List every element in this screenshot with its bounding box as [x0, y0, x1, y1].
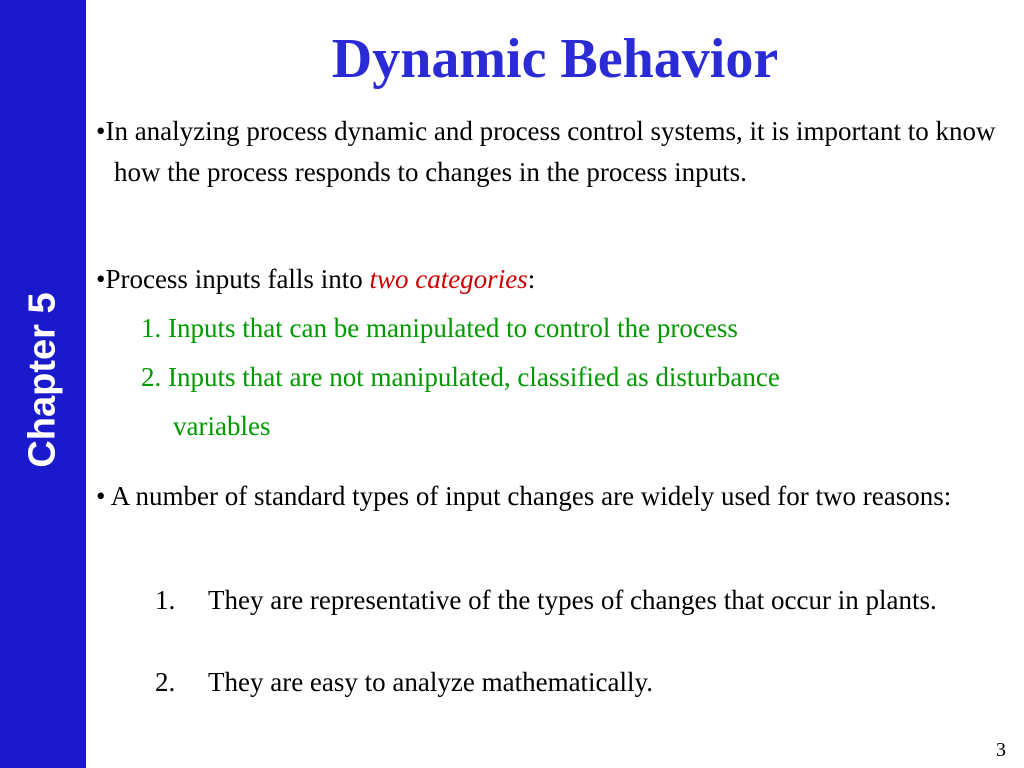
chapter-label: Chapter 5 [21, 292, 64, 468]
bullet-colon: : [527, 264, 536, 294]
bullet-analysis: •In analyzing process dynamic and process control systems, it is important to know how the process responds to changes in the process inputs. [96, 116, 996, 187]
chapter-sidebar [0, 0, 86, 768]
reason-text: They are representative of the types of changes that occur in plants. [208, 585, 937, 615]
category-item-1: 1. Inputs that can be manipulated to control the process [141, 313, 738, 343]
reason-number: 1. [155, 585, 176, 615]
reason-number: 2. [155, 667, 176, 697]
slide-title: Dynamic Behavior [331, 28, 779, 90]
reason-text: They are easy to analyze mathematically. [208, 667, 654, 697]
bullet-process-inputs [96, 259, 1024, 300]
reason-item-1 [155, 580, 1005, 621]
bullet-process-inputs-text: •Process inputs falls into [96, 264, 370, 294]
category-item-2: 2. Inputs that are not manipulated, classified as disturbance [141, 362, 780, 392]
two-categories-highlight: two categories [369, 264, 528, 294]
page-number: 3 [996, 739, 1006, 761]
category-item-2-continued: variables [173, 411, 271, 441]
reason-item-2 [155, 662, 1005, 703]
bullet-input-changes: • A number of standard types of input changes are widely used for two reasons: [96, 481, 952, 511]
